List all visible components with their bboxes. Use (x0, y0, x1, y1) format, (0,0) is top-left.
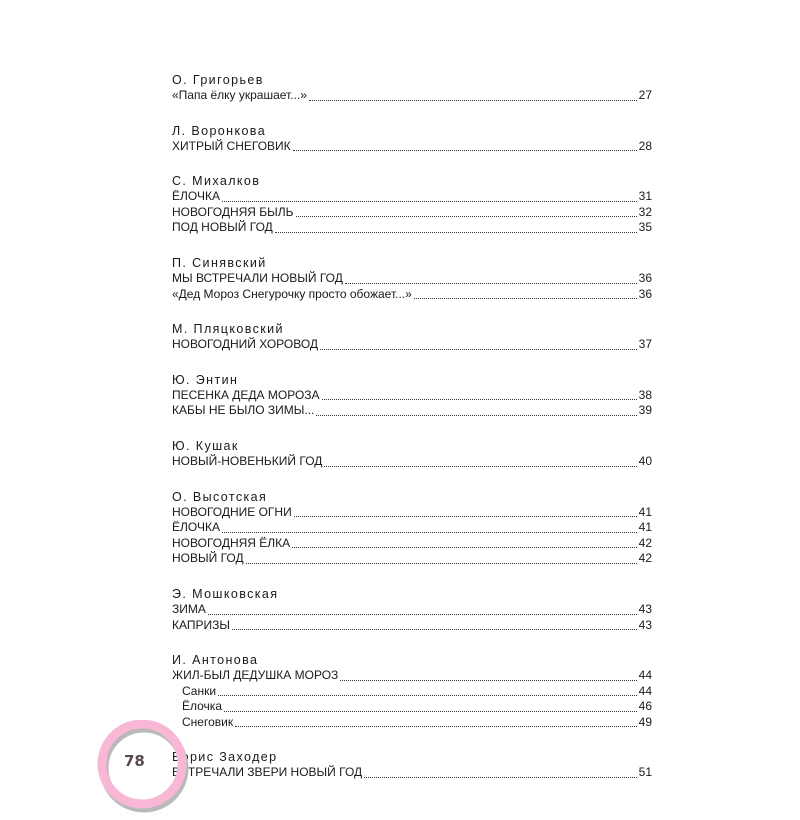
dot-leader (309, 100, 637, 101)
entry-page-number: 46 (638, 699, 652, 714)
toc-entry (172, 668, 652, 684)
dot-leader (296, 216, 637, 217)
dot-leader (235, 726, 637, 727)
dot-leader (322, 399, 637, 400)
toc-entry (172, 551, 652, 567)
author-name: М. Пляцковский (172, 322, 284, 337)
toc-entry (172, 88, 652, 104)
entry-page-number: 38 (638, 387, 652, 402)
author-name: И. Антонова (172, 653, 259, 668)
entry-page-number: 40 (638, 453, 652, 468)
toc-entry (172, 765, 652, 781)
toc-entry (172, 403, 652, 419)
author-block (172, 489, 652, 567)
toc-entry (172, 618, 652, 634)
table-of-contents (172, 72, 652, 800)
dot-leader (364, 777, 637, 778)
dot-leader (294, 516, 637, 517)
author-name: Ю. Кушак (172, 438, 239, 453)
entry-page-number: 35 (638, 220, 652, 235)
author-block (172, 749, 652, 781)
dot-leader (246, 563, 637, 564)
toc-entry (172, 520, 652, 536)
author-name: Ю. Энтин (172, 372, 239, 387)
author-block (172, 372, 652, 419)
toc-entry (172, 139, 652, 155)
entry-title: ЖИЛ-БЫЛ ДЕДУШКА МОРОЗ (172, 668, 339, 683)
entry-page-number: 32 (638, 204, 652, 219)
dot-leader (222, 532, 637, 533)
entry-title: ХИТРЫЙ СНЕГОВИК (172, 138, 291, 153)
entry-page-number: 41 (638, 504, 652, 519)
entry-title: ПЕСЕНКА ДЕДА МОРОЗА (172, 387, 320, 402)
entry-page-number: 31 (638, 189, 652, 204)
toc-entry (172, 536, 652, 552)
author-block (172, 123, 652, 155)
dot-leader (340, 680, 636, 681)
dot-leader (293, 150, 637, 151)
entry-page-number: 49 (638, 714, 652, 729)
entry-title: ВСТРЕЧАЛИ ЗВЕРИ НОВЫЙ ГОД (172, 765, 363, 780)
toc-entry (172, 337, 652, 353)
entry-title: ЁЛОЧКА (172, 520, 220, 535)
entry-page-number: 43 (638, 617, 652, 632)
entry-title: КАПРИЗЫ (172, 617, 230, 632)
entry-page-number: 36 (638, 286, 652, 301)
toc-entry (172, 454, 652, 470)
toc-subentry (172, 715, 652, 731)
entry-title: НОВОГОДНЯЯ ЁЛКА (172, 535, 291, 550)
author-block (172, 72, 652, 104)
dot-leader (345, 283, 637, 284)
author-block (172, 321, 652, 353)
entry-title: НОВЫЙ ГОД (172, 551, 244, 566)
author-name: С. Михалков (172, 174, 261, 189)
dot-leader (320, 349, 637, 350)
toc-subentry (172, 699, 652, 715)
entry-title: НОВОГОДНИЕ ОГНИ (172, 504, 292, 519)
entry-page-number: 51 (638, 765, 652, 780)
author-name: П. Синявский (172, 255, 267, 270)
entry-page-number: 28 (638, 138, 652, 153)
entry-title: «Дед Мороз Снегурочку просто обожает...» (172, 286, 412, 301)
toc-entry (172, 189, 652, 205)
entry-page-number: 36 (638, 270, 652, 285)
entry-title: Ёлочка (182, 699, 222, 714)
entry-page-number: 42 (638, 551, 652, 566)
author-name: Л. Воронкова (172, 123, 267, 138)
author-block (172, 173, 652, 236)
author-name: О. Высотская (172, 489, 268, 504)
author-name: Борис Заходер (172, 750, 278, 765)
page-number: 78 (124, 752, 145, 770)
toc-entry (172, 287, 652, 303)
entry-title: НОВОГОДНИЙ ХОРОВОД (172, 337, 319, 352)
author-block (172, 255, 652, 302)
entry-page-number: 39 (638, 403, 652, 418)
dot-leader (316, 415, 636, 416)
toc-entry (172, 388, 652, 404)
entry-title: МЫ ВСТРЕЧАЛИ НОВЫЙ ГОД (172, 270, 343, 285)
toc-subentry (172, 684, 652, 700)
entry-title: «Папа ёлку украшает...» (172, 88, 307, 102)
dot-leader (324, 466, 636, 467)
dot-leader (292, 547, 636, 548)
toc-entry (172, 271, 652, 287)
toc-entry (172, 205, 652, 221)
entry-page-number: 44 (638, 668, 652, 683)
entry-page-number: 41 (638, 520, 652, 535)
dot-leader (222, 201, 637, 202)
entry-page-number: 27 (638, 88, 652, 102)
dot-leader (275, 232, 637, 233)
entry-title: НОВЫЙ-НОВЕНЬКИЙ ГОД (172, 453, 323, 468)
author-block (172, 438, 652, 470)
entry-title: ЁЛОЧКА (172, 189, 220, 204)
entry-title: КАБЫ НЕ БЫЛО ЗИМЫ... (172, 403, 315, 418)
dot-leader (224, 711, 637, 712)
entry-title: ЗИМА (172, 601, 206, 616)
toc-entry (172, 602, 652, 618)
dot-leader (414, 298, 637, 299)
entry-title: Снеговик (182, 714, 234, 729)
entry-page-number: 37 (638, 337, 652, 352)
entry-page-number: 43 (638, 601, 652, 616)
author-name: Э. Мошковская (172, 586, 279, 601)
dot-leader (218, 695, 637, 696)
dot-leader (232, 629, 637, 630)
page-corner-ring-decoration (96, 720, 196, 820)
entry-title: ПОД НОВЫЙ ГОД (172, 220, 273, 235)
entry-title: Санки (182, 683, 217, 698)
dot-leader (208, 614, 637, 615)
author-block (172, 586, 652, 633)
entry-page-number: 42 (638, 535, 652, 550)
toc-entry (172, 505, 652, 521)
entry-page-number: 44 (638, 683, 652, 698)
author-name: О. Григорьев (172, 73, 264, 87)
author-block (172, 652, 652, 730)
toc-entry (172, 220, 652, 236)
entry-title: НОВОГОДНЯЯ БЫЛЬ (172, 204, 294, 219)
